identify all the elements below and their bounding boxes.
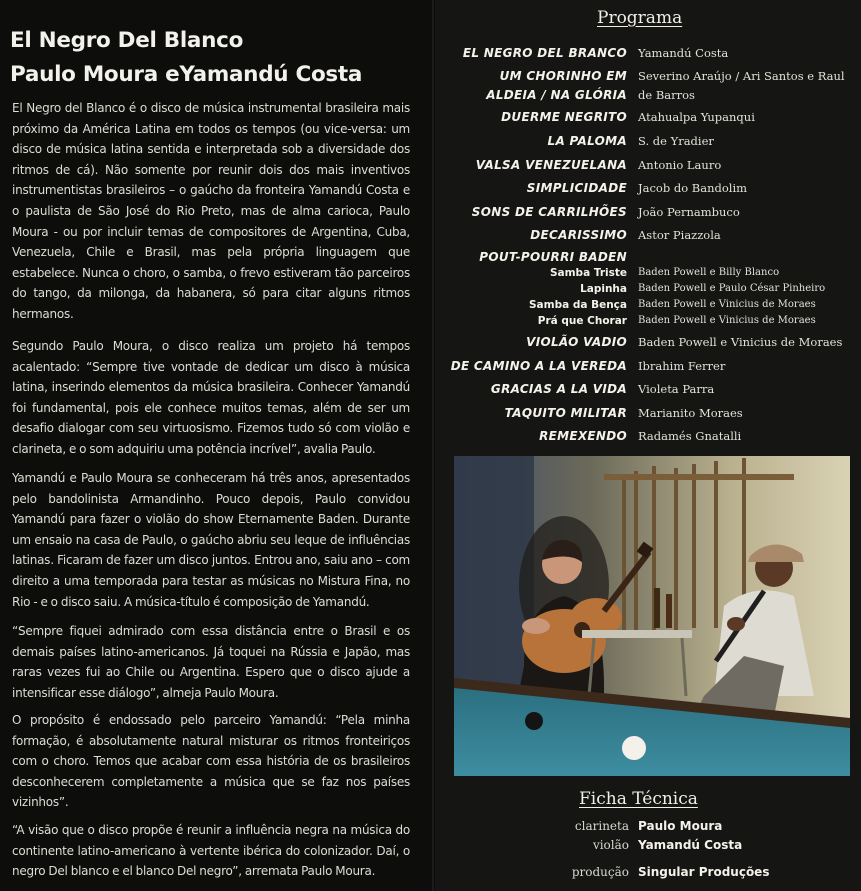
track-composer: Astor Piazzola bbox=[638, 228, 721, 242]
track-title: POUT-POURRI BADEN bbox=[479, 250, 627, 264]
medley-track-composer: Baden Powell e Vinicius de Moraes bbox=[638, 299, 816, 310]
credit-name: Singular Produções bbox=[638, 865, 770, 879]
musicians-photo bbox=[454, 456, 850, 776]
track-title: GRACIAS A LA VIDA bbox=[490, 382, 627, 396]
track-title: SONS DE CARRILHÕES bbox=[471, 205, 627, 219]
track-composer: Jacob do Bandolim bbox=[638, 181, 748, 195]
track-title: VALSA VENEZUELANA bbox=[475, 158, 627, 172]
medley-track-composer: Baden Powell e Billy Blanco bbox=[638, 267, 780, 278]
track-title: SIMPLICIDADE bbox=[526, 181, 627, 195]
body-paragraph: “A visão que o disco propõe é reunir a influência negra na música do continente latino-americano à vertente ibérica do colonizador. Daí, o negro Del blanco e el blanco Del negro”, arremata Paulo Moura. bbox=[12, 823, 410, 879]
body-paragraph: El Negro del Blanco é o disco de música instrumental brasileira mais próximo da América Latina em todos os tempos (ou vice-versa: um disco de música latina sentida e interpretada sob a diversidade dos ritmos de cá). Não somente por reunir dois dos mais inventivos instrumentistas brasileiros – o gaúcho da fronteira Yamandú Costa e o paulista de São José do Rio Preto, mas de alma carioca, Paulo Moura - ou por incluir temas de compositores de Argentina, Cuba, Venezuela, Chile e Brasil, mas pela própria linguagem que estabelece. Nunca o choro, o samba, o frevo estiveram tão parceiros do tango, da milonga, da habanera, só para citar alguns ritmos hermanos. bbox=[12, 101, 410, 321]
medley-track-title: Samba Triste bbox=[549, 267, 627, 279]
credit-role: clarineta bbox=[574, 819, 629, 833]
track-title: REMEXENDO bbox=[539, 429, 627, 443]
track-title: DECARISSIMO bbox=[530, 228, 627, 242]
track-title: TAQUITO MILITAR bbox=[504, 406, 627, 420]
track-composer: Marianito Moraes bbox=[638, 406, 743, 420]
medley-track-composer: Baden Powell e Paulo César Pinheiro bbox=[638, 283, 826, 294]
credit-role: produção bbox=[571, 865, 629, 879]
track-title-continued: ALDEIA / NA GLÓRIA bbox=[486, 88, 627, 102]
track-composer: Yamandú Costa bbox=[638, 46, 729, 60]
track-composer: Ibrahim Ferrer bbox=[638, 359, 726, 373]
track-title: DE CAMINO A LA VEREDA bbox=[450, 359, 627, 373]
musicians-photo-drawing bbox=[454, 456, 850, 776]
track-composer: Antonio Lauro bbox=[638, 158, 722, 172]
track-composer: Atahualpa Yupanqui bbox=[638, 110, 755, 124]
body-paragraph: “Sempre fiquei admirado com essa distância entre o Brasil e os demais países latino-americanos. Já toquei na Rússia e Japão, mas raras vezes fui ao Chile ou Argentina. Espero que o disco ajude a intensificar esse diálogo”, almeja Paulo Moura. bbox=[12, 624, 410, 700]
credit-name: Paulo Moura bbox=[638, 819, 723, 833]
medley-track-title: Lapinha bbox=[580, 283, 627, 295]
track-composer: Baden Powell e Vinicius de Moraes bbox=[638, 335, 843, 349]
track-title: EL NEGRO DEL BRANCO bbox=[462, 46, 627, 60]
medley-track-title: Samba da Bença bbox=[528, 299, 627, 311]
body-paragraph: O propósito é endossado pelo parceiro Yamandú: “Pela minha formação, é absolutamente natural misturar os ritmos fronteiriços com o choro. Temos que acabar com essa história de os brasileiros desconhecerem completamente a música que se faz nos países vizinhos”. bbox=[12, 713, 410, 810]
artists-title: Paulo Moura eYamandú Costa bbox=[10, 62, 363, 87]
medley-track-title: Prá que Chorar bbox=[537, 315, 627, 327]
track-composer: Violeta Parra bbox=[638, 382, 715, 396]
credit-role: violão bbox=[592, 838, 629, 852]
track-composer: Severino Araújo / Ari Santos e Raul bbox=[638, 69, 845, 83]
album-title: El Negro Del Blanco bbox=[10, 28, 244, 53]
track-title: UM CHORINHO EM bbox=[499, 69, 627, 83]
medley-track-composer: Baden Powell e Vinicius de Moraes bbox=[638, 315, 816, 326]
programa-heading: Programa bbox=[597, 8, 683, 28]
track-composer: Radamés Gnatalli bbox=[638, 429, 742, 443]
ficha-tecnica-heading: Ficha Técnica bbox=[579, 789, 698, 809]
track-composer-continued: de Barros bbox=[638, 88, 695, 102]
track-composer: João Pernambuco bbox=[638, 205, 740, 219]
track-title: LA PALOMA bbox=[547, 134, 627, 148]
body-paragraph: Yamandú e Paulo Moura se conheceram há três anos, apresentados pelo bandolinista Armandinho. Pouco depois, Paulo convidou Yamandú para fazer o violão do show Eternamente Baden. Durante um ensaio na casa de Paulo, o gaúcho abriu seu leque de influências latinas. Ficaram de fazer um disco juntos. Entrou ano, saiu ano – com direito a uma temporada para testar as músicas no Mistura Fina, no Rio - e o disco saiu. A música-título é composição de Yamandú. bbox=[12, 471, 410, 609]
track-title: DUERME NEGRITO bbox=[501, 110, 627, 124]
track-title: VIOLÃO VADIO bbox=[526, 335, 627, 349]
track-composer: S. de Yradier bbox=[638, 134, 714, 148]
body-paragraph: Segundo Paulo Moura, o disco realiza um projeto há tempos acalentado: “Sempre tive vontade de dedicar um disco à música latina, inserindo elementos da música brasileira. Conhecer Yamandú foi fundamental, pois ele conhece muitos temas, além de ser um desafio dialogar com seu virtuosismo. Fizemos tudo só com violão e clarineta, e o som adquiriu uma potência incrível”, avalia Paulo. bbox=[12, 339, 410, 456]
credit-name: Yamandú Costa bbox=[638, 838, 743, 852]
